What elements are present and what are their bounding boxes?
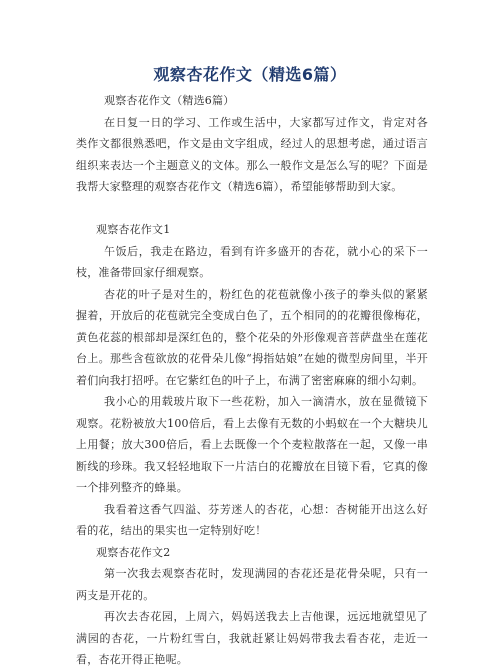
section-1-paragraph-2: 杏花的叶子是对生的，粉红色的花苞就像小孩子的拳头似的紧紧握着，开放后的花苞就完全变成白色了，五个相同的的花瓣很像梅花，黄色花蕊的根部却是深红色的，整个花朵的外形像观音菩萨盘坐在莲花台上。那些含苞欲放的花骨朵儿像“拇指姑娘”在她的微型房间里，半开着们向我打招呼。在它紫红色的叶子上，布满了密密麻麻的细小勾刺。 bbox=[76, 287, 428, 387]
intro-paragraph: 在日复一日的学习、工作或生活中，大家都写过作文，肯定对各类作文都很熟悉吧，作文是由文字组成，经过人的思想考虑，通过语言组织来表达一个主题意义的文体。那么一般作文是怎么写的呢？下面是我帮大家整理的观察杏花作文（精选6篇），希望能够帮助到大家。 bbox=[76, 115, 428, 193]
section-1-paragraph-1: 午饭后，我走在路边，看到有许多盛开的杏花，就小心的采下一枝，准备带回家仔细观察。 bbox=[76, 244, 428, 279]
section-spacer bbox=[76, 198, 428, 220]
document-body bbox=[76, 90, 428, 671]
section-1-paragraph-3: 我小心的用载玻片取下一些花粉，加入一滴清水，放在显微镜下观察。花粉被放大100倍后，看上去像有无数的小蚂蚁在一个大糖块儿上用餐；放大300倍后，看上去既像一个个麦粒散落在一起，又像一串断线的珍珠。我又轻轻地取下一片洁白的花瓣放在目镜下看，它真的像一个排列整齐的蜂巢。 bbox=[76, 395, 428, 494]
section-heading-1: 观察杏花作文1 bbox=[96, 223, 171, 236]
section-2-paragraph-2: 再次去杏花园，上周六，妈妈送我去上吉他课，远远地就望见了满园的杏花，一片粉红雪白，我就赶紧让妈妈带我去看杏花，走近一看，杏花开得正艳呢。 bbox=[76, 610, 428, 666]
document-subtitle: 观察杏花作文（精选6篇） bbox=[104, 94, 235, 107]
section-2-paragraph-1: 第一次我去观察杏花时，发现满园的杏花还是花骨朵呢，只有一两支是开花的。 bbox=[76, 567, 428, 602]
section-1-paragraph-4: 我看着这香气四溢、芬芳迷人的杏花，心想：杏树能开出这么好看的花，结出的果实也一定特别好吃！ bbox=[76, 502, 428, 537]
document-title: 观察杏花作文（精选6篇） bbox=[153, 65, 347, 84]
section-heading-2: 观察杏花作文2 bbox=[96, 545, 171, 559]
